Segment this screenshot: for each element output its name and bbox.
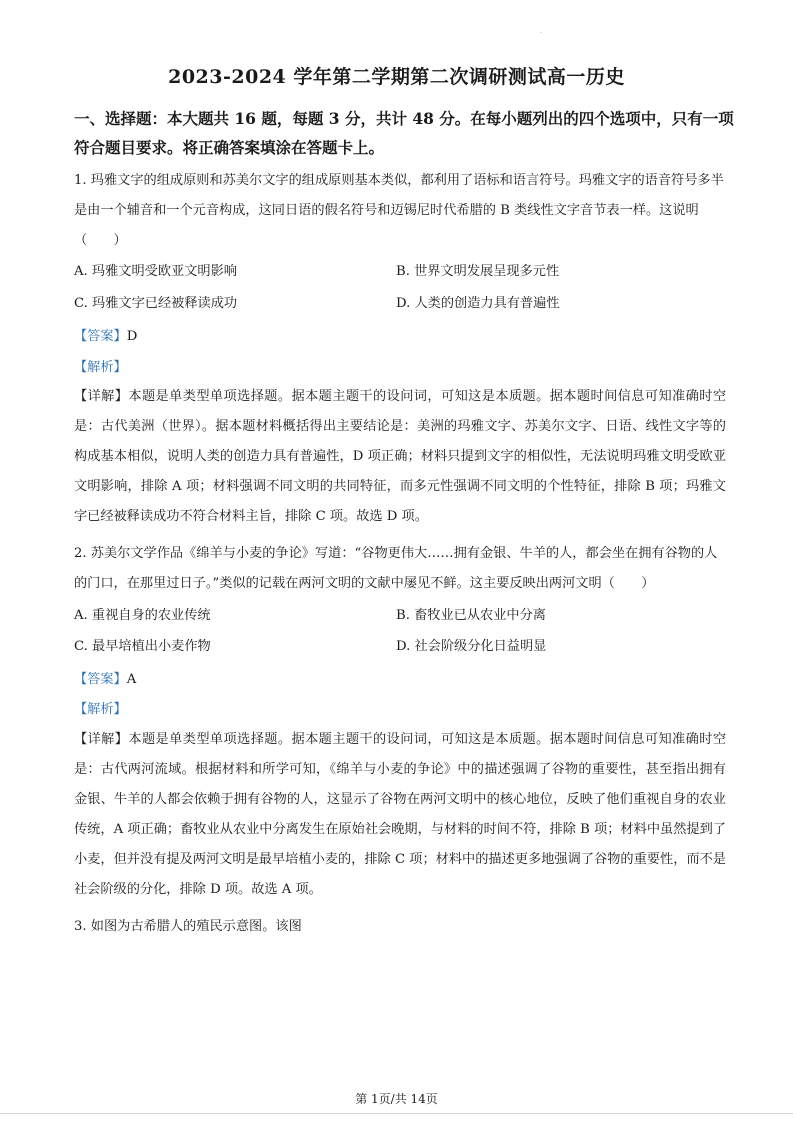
- q2-answer: A: [126, 672, 137, 687]
- q1-option-c: C. 玛雅文字已经被释读成功: [74, 296, 238, 311]
- page-footer: 第 1页/共 14页: [355, 1092, 438, 1106]
- q2-answer-label: 【答案】: [74, 672, 127, 687]
- q2-answer-line: [74, 670, 136, 690]
- q2-analysis-label: 【解析】: [74, 702, 127, 717]
- section-heading: 一、选择题：本大题共 16 题，每题 3 分，共计 48 分。在每小题列出的四个选项中，只有一项符合题目要求。将正确答案填涂在答题卡上。: [74, 109, 734, 157]
- q1-answer-label: 【答案】: [74, 329, 127, 344]
- q1-option-a: A. 玛雅文明受欧亚文明影响: [74, 264, 237, 279]
- q2-option-c: C. 最早培植出小麦作物: [74, 639, 211, 654]
- q1-detail-label: 【详解】: [74, 389, 129, 404]
- q1-analysis-label: 【解析】: [74, 360, 127, 375]
- decorative-dot: ·: [540, 30, 542, 37]
- question-1-stem: 1. 玛雅文字的组成原则和苏美尔文字的组成原则基本类似，都利用了语标和语言符号。玛雅文字的语音符号多半是由一个辅音和一个元音构成，这同日语的假名符号和迈锡尼时代希腊的 B 类线性文字音节表一样。这说明（ ）: [74, 173, 724, 248]
- question-3-stem: 3. 如图为古希腊人的殖民示意图。该图: [74, 919, 302, 934]
- q1-detail: [74, 382, 726, 532]
- q2-option-d: D. 社会阶级分化日益明显: [396, 639, 547, 654]
- q1-answer: D: [126, 329, 138, 344]
- q2-option-b: B. 畜牧业已从农业中分离: [396, 608, 546, 623]
- q1-detail-text: 本题是单类型单项选择题。据本题主题干的设问词，可知这是本质题。据本题时间信息可知准确时空是：古代美洲（世界）。据本题材料概括得出主要结论是：美洲的玛雅文字、苏美尔文字、日语、线性文字等的构成基本相似，说明人类的创造力具有普遍性，D 项正确；材料只提到文字的相似性，无法说明玛雅文明受欧亚文明影响，排除 A 项；材料强调不同文明的共同特征，而多元性强调不同文明的个性特征，排除 B 项；玛雅文字已经被释读成功不符合材料主旨，排除 C 项。故选 D 项。: [74, 389, 727, 524]
- q1-answer-line: [74, 327, 137, 347]
- q2-option-a: A. 重视自身的农业传统: [74, 608, 211, 623]
- q1-option-b: B. 世界文明发展呈现多元性: [396, 264, 560, 279]
- q2-detail: [74, 725, 726, 905]
- q2-detail-text: 本题是单类型单项选择题。据本题主题干的设问词，可知这是本质题。据本题时间信息可知准确时空是：古代两河流域。根据材料和所学可知，《绵羊与小麦的争论》中的描述强调了谷物的重要性，甚至指出拥有金银、牛羊的人都会依赖于拥有谷物的人，这显示了谷物在两河文明中的核心地位，反映了他们重视自身的农业传统，A 项正确；畜牧业从农业中分离发生在原始社会晚期，与材料的时间不符，排除 B 项；材料中虽然提到了小麦，但并没有提及两河文明是最早培植小麦的，排除 C 项；材料中的描述更多地强调了谷物的重要性，而不是社会阶级的分化，排除 D 项。故选 A 项。: [74, 732, 727, 897]
- question-2-stem: 2. 苏美尔文学作品《绵羊与小麦的争论》写道：“谷物更伟大……拥有金银、牛羊的人，都会坐在拥有谷物的人的门口，在那里过日子。”类似的记载在两河文明的文献中屡见不鲜。这主要反映出两河文明（ ）: [74, 546, 718, 591]
- footer-divider: [0, 1113, 793, 1114]
- page-title: 2023-2024 学年第二学期第二次调研测试高一历史: [168, 66, 625, 88]
- q1-option-d: D. 人类的创造力具有普遍性: [396, 296, 560, 311]
- q2-detail-label: 【详解】: [74, 732, 129, 747]
